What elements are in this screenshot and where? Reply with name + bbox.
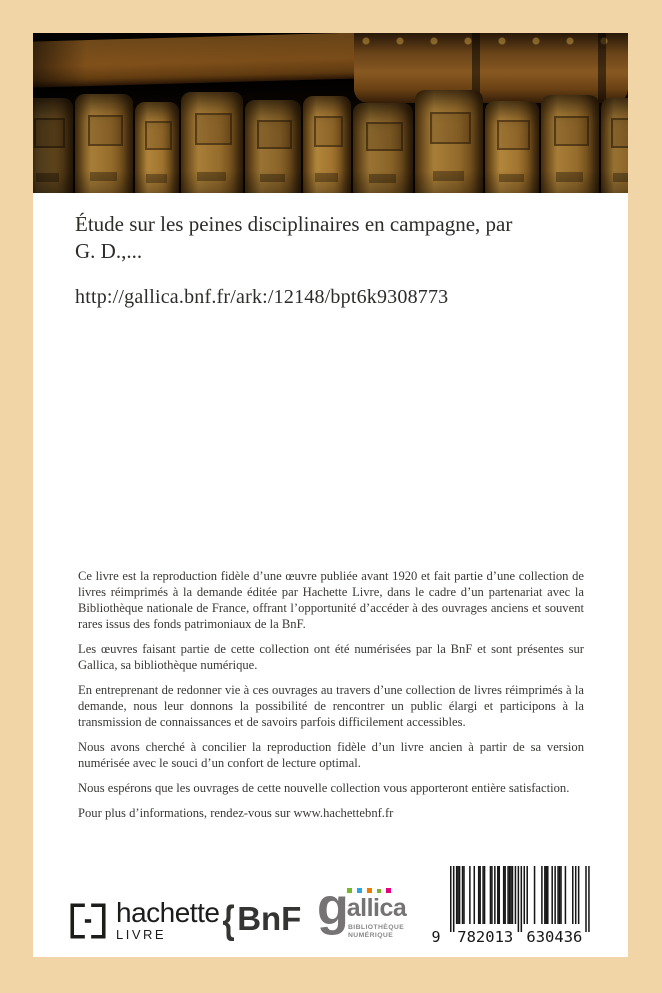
gallica-dot xyxy=(386,888,391,893)
book-spine xyxy=(303,96,351,193)
gallica-dot xyxy=(357,888,362,893)
barcode-number: 782013 xyxy=(457,928,514,946)
gallica-dot xyxy=(367,888,372,893)
book-spine xyxy=(485,101,539,193)
body-paragraph: Nous avons cherché à concilier la reproduction fidèle d’un livre ancien à partir de sa version numérisée avec le souci d’un confort de lecture optimal. xyxy=(78,740,584,770)
old-books-photo xyxy=(33,33,628,193)
bnf-label: BnF xyxy=(237,900,302,937)
gallica-logo xyxy=(317,878,427,939)
publisher-logos-row xyxy=(33,860,628,955)
body-paragraph: En entreprenant de redonner vie à ces ouvrages au travers d’une collection de livres réimprimés à la demande, nous leur donnons la possibilité de rencontrer un public élargi et participons à la transmission de connaissances et de savoirs parfois difficilement accessibles. xyxy=(78,683,584,729)
book-spine xyxy=(601,98,628,193)
body-paragraph: Pour plus d’informations, rendez-vous sur www.hachettebnf.fr xyxy=(78,806,394,820)
hachette-livre-logo xyxy=(67,897,220,942)
book-spine xyxy=(135,102,179,193)
book-spine xyxy=(181,92,243,193)
gallica-subtitle-line1: BIBLIOTHÈQUE xyxy=(348,924,405,931)
ean13-barcode xyxy=(426,864,594,946)
body-paragraph: Nous espérons que les ouvrages de cette nouvelle collection vous apporteront entière satisfaction. xyxy=(78,781,570,795)
book-title xyxy=(75,211,595,265)
hachette-logo-icon xyxy=(67,900,109,942)
body-paragraph: Les œuvres faisant partie de cette collection ont été numérisées par la BnF et sont présentes sur Gallica, sa bibliothèque numérique. xyxy=(78,642,584,672)
hachette-livre-label: LIVRE xyxy=(116,927,167,942)
book-title-line2: G. D.,... xyxy=(75,239,143,263)
hachette-name: hachette xyxy=(116,897,220,928)
barcode-number: 630436 xyxy=(526,928,583,946)
book-spine xyxy=(33,98,73,193)
gallica-initial: g xyxy=(317,878,347,936)
book-spine xyxy=(415,90,483,193)
gallica-dot xyxy=(347,888,352,893)
book-spine xyxy=(541,95,599,193)
book-title-line1: Étude sur les peines disciplinaires en campagne, par xyxy=(75,212,513,236)
barcode-number: 9 xyxy=(431,928,441,946)
body-paragraph: Ce livre est la reproduction fidèle d’une œuvre publiée avant 1920 et fait partie d’une collection de livres réimprimés à la demande éditée par Hachette Livre, dans le cadre d’un partenariat avec la Bibliothèque nationale de France, offrant l’opportunité d’accéder à des ouvrages anciens et souvent rares issus des fonds patrimoniaux de la BnF. xyxy=(78,569,584,631)
bnf-brace-icon: { xyxy=(222,899,235,942)
book-spine xyxy=(353,103,413,193)
book-spines-row xyxy=(33,90,628,193)
bnf-logo xyxy=(221,899,302,942)
gallica-subtitle-line2: NUMÉRIQUE xyxy=(348,931,394,939)
gallica-dot xyxy=(377,889,381,893)
book-spine xyxy=(245,100,301,193)
gallica-wordmark: allica xyxy=(346,894,407,922)
hachette-logo-text xyxy=(116,897,220,942)
shelf-plank xyxy=(33,33,371,88)
gallica-dots xyxy=(347,888,391,893)
gallica-subtitle xyxy=(348,924,427,939)
description-text xyxy=(78,568,584,830)
gallica-ark-url: http://gallica.bnf.fr/ark:/12148/bpt6k9308773 xyxy=(75,286,449,308)
book-spine xyxy=(75,94,133,193)
